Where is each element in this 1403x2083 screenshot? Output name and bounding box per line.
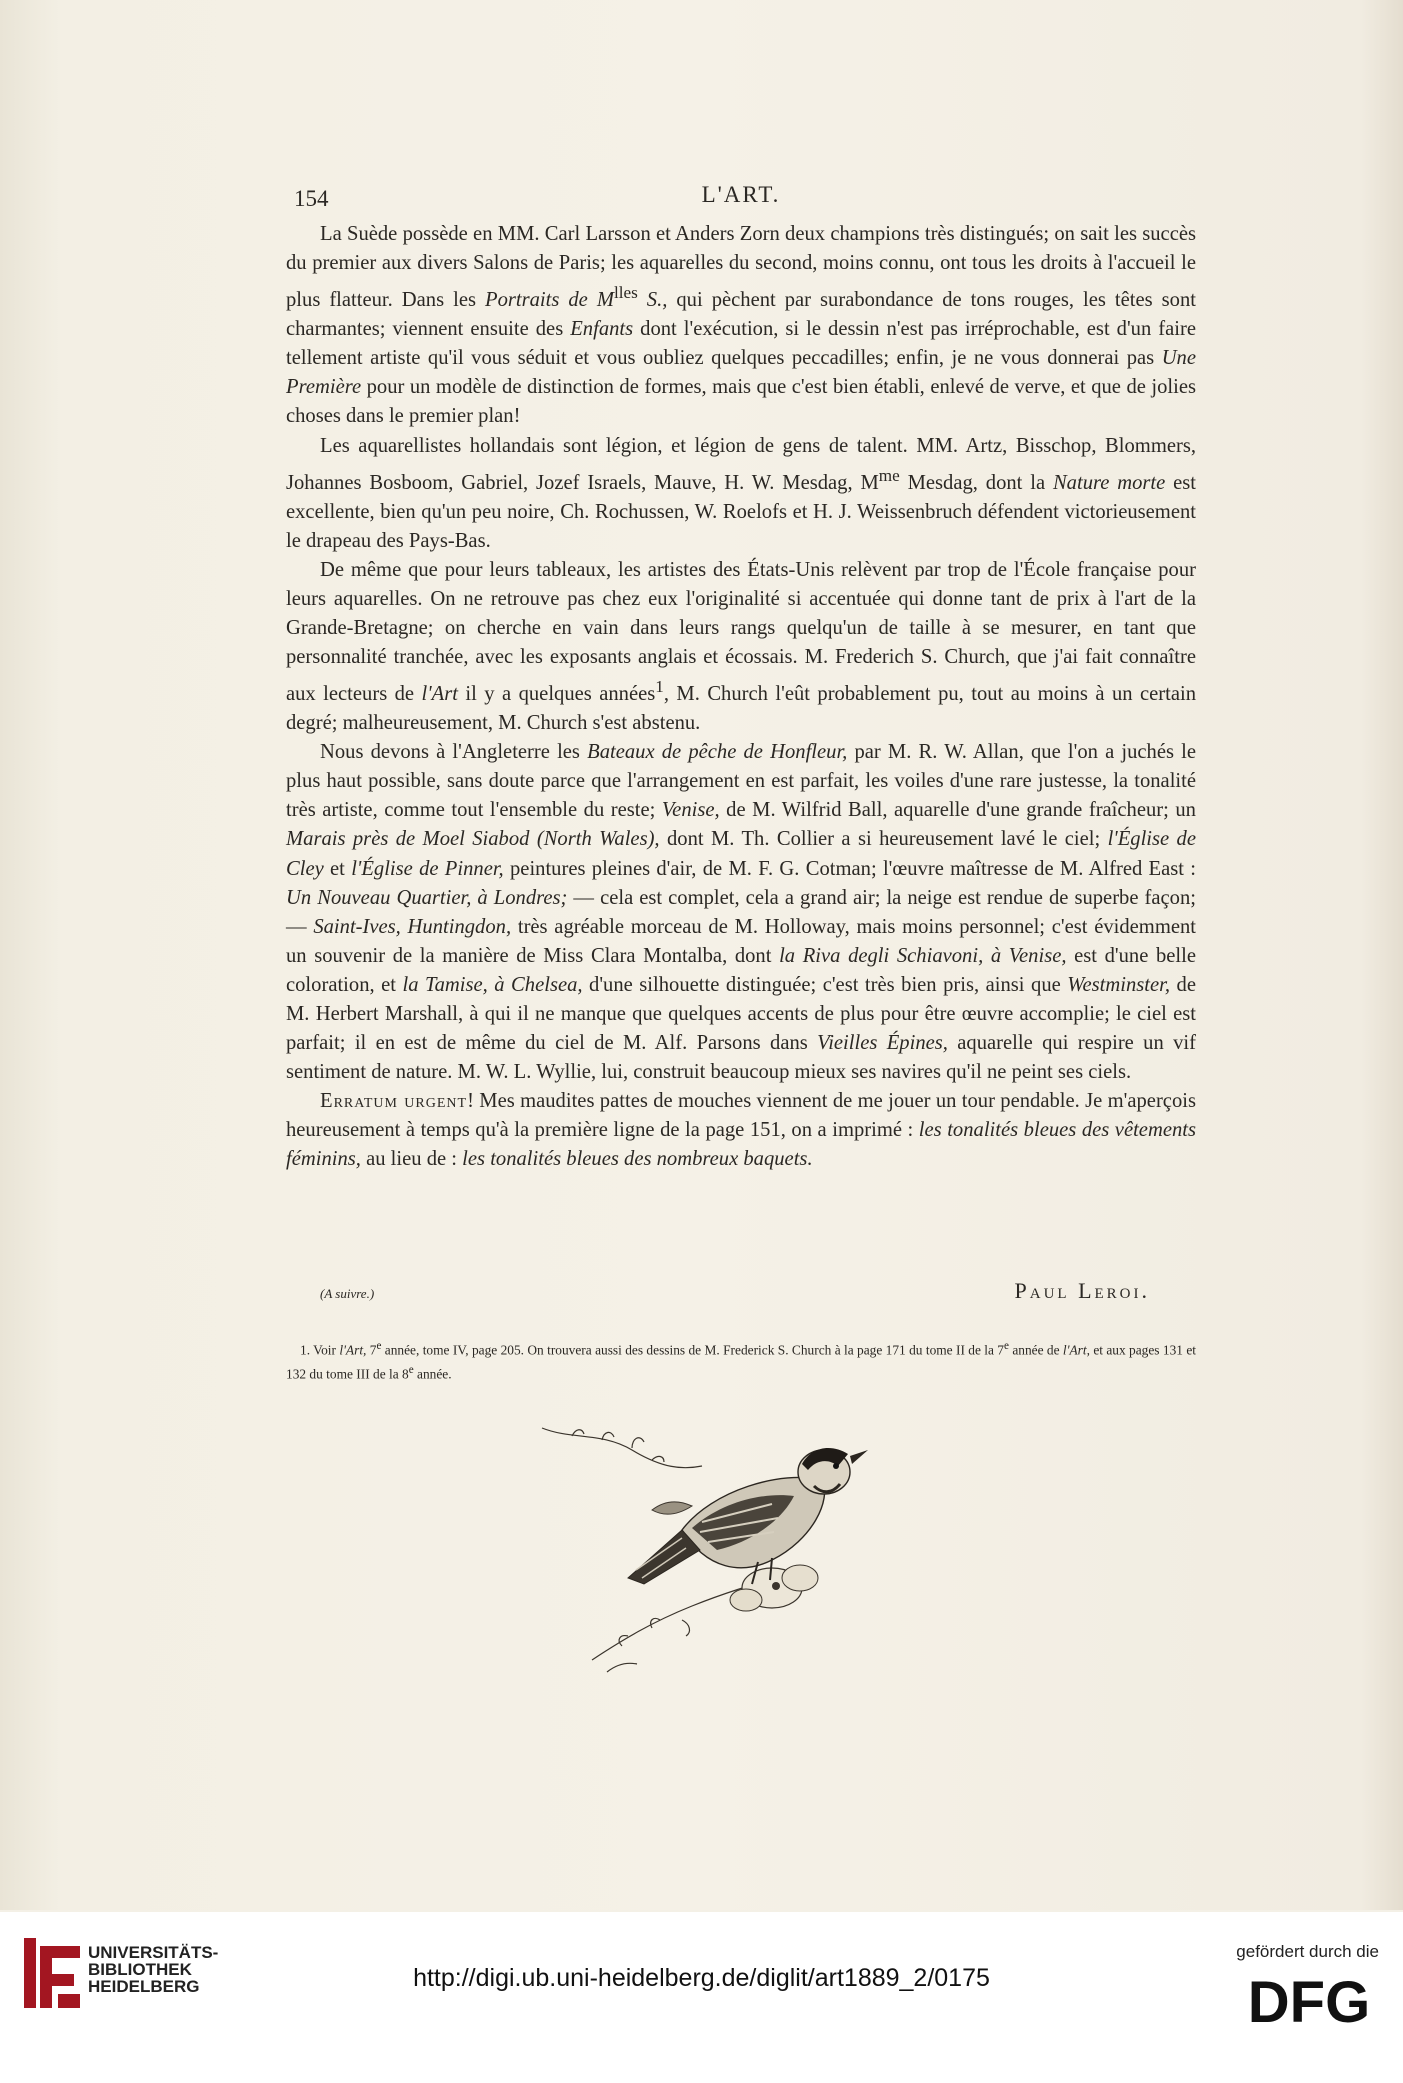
document-page (286, 170, 1196, 1870)
footnote: 1. Voir l'Art, 7e année, tome IV, page 205. On trouvera aussi des dessins de M. Frederick S. Church à la page 171 du tome II de la 7e année de l'Art, et aux pages 131 et 132 du tome III de la 8e année. (286, 1340, 1196, 1382)
italic-title: Portraits de M (485, 289, 614, 312)
italic-title: Vieilles Épines, (817, 1032, 948, 1055)
running-title: L'ART. (701, 182, 781, 207)
italic-title: Venise, (661, 799, 720, 822)
paragraph: Erratum urgent! Mes maudites pattes de mouches viennent de me jouer un tour pendable. Je m'aperçois heureusement à temps qu'à la première ligne de la page 151, on a imprimé : les tonalités bleues des vêtements féminins, au lieu de : les tonalités bleues des nombreux baquets. (286, 1090, 1196, 1171)
italic-title: S., (637, 289, 668, 312)
superscript: e (1004, 1340, 1009, 1352)
paragraph: Les aquarellistes hollandais sont légion, et légion de gens de talent. MM. Artz, Bisschop, Blommers, Johannes Bosboom, Gabriel, Jozef Israels, Mauve, H. W. Mesdag, $M^{me}$ Mesdag, dont la Nature morte est excellente, bien qu'un peu noire, Ch. Rochussen, W. Roelofs et H. J. Weissenbruch défendent victorieusement le drapeau des Pays-Bas. (286, 434, 1196, 552)
italic-title: les tonalités bleues des nombreux baquets. (462, 1148, 813, 1171)
page-header (286, 178, 1196, 218)
paragraph: De même que pour leurs tableaux, les artistes des États-Unis relèvent par trop de l'École française pour leurs aquarelles. On ne retrouve pas chez eux l'originalité si accentuée qui donne tant de prix à l'art de la Grande-Bretagne; on cherche en vain dans leurs rangs quelqu'un de taille à se mesurer, en tant que personnalité tranchée, avec les exposants anglais et écossais. M. Frederich S. Church, que j'ai fait connaître aux lecteurs de l'Art il y a quelques années$^1$, M. Church l'eût probablement pu, tout au moins à un certain degré; malheureusement, M. Church s'est abstenu. (286, 558, 1196, 735)
italic-title: l'Église de Cley (286, 828, 1196, 880)
bird (628, 1448, 868, 1584)
italic-title: l'Art, (339, 1342, 367, 1358)
paragraph: La Suède possède en MM. Carl Larsson et Anders Zorn deux champions très distingués; on sait les succès du premier aux divers Salons de Paris; les aquarelles du second, moins connu, ont tous les droits à l'accueil le plus flatteur. Dans les Portraits de $M^{lles}$ S., qui pèchent par surabondance de tons rouges, les têtes sont charmantes; viennent ensuite des Enfants dont l'exécution, si le dessin n'est pas irréprochable, est d'un faire tellement artiste qu'il vous séduit et vous oubliez quelques peccadilles; enfin, je ne vous donnerai pas Une Première pour un modèle de distinction de formes, mais que c'est bien établi, enlevé de verve, et que de jolies choses dans le premier plan! (286, 223, 1197, 428)
italic-title: la Riva degli Schiavoni, à Venise, (779, 944, 1067, 967)
paragraph: Nous devons à l'Angleterre les Bateaux de pêche de Honfleur, par M. R. W. Allan, que l'on a juchés le plus haut possible, sans doute parce que l'arrangement en est parfait, les voiles d'une rare justesse, la tonalité très artiste, comme tout l'ensemble du reste; Venise, de M. Wilfrid Ball, aquarelle d'une grande fraîcheur; un Marais près de Moel Siabod (North Wales), dont M. Th. Collier a si heureusement lavé le ciel; l'Église de Cley et l'Église de Pinner, peintures pleines d'air, de M. F. G. Cotman; l'œuvre maîtresse de M. Alfred East : Un Nouveau Quartier, à Londres; — cela est complet, cela a grand air; la neige est rendue de superbe façon; — Saint-Ives, Huntingdon, très agréable morceau de M. Holloway, mais moins personnel; c'est évidemment un souvenir de la manière de Miss Clara Montalba, dont la Riva degli Schiavoni, à Venise, est d'une belle coloration, et la Tamise, à Chelsea, d'une silhouette distinguée; c'est très bien pris, ainsi que Westminster, de M. Herbert Marshall, à qui il ne manque que quelques accents de plus pour être œuvre accomplie; le ciel est parfait; il en est de même du ciel de M. Alf. Parsons dans Vieilles Épines, aquarelle qui respire un vif sentiment de nature. M. W. L. Wyllie, lui, construit beaucoup mieux ses navires qu'il ne peint ses ciels. (286, 741, 1197, 1084)
italic-title: Enfants (570, 318, 634, 341)
digitization-footer (0, 1912, 1403, 2083)
article-body (286, 220, 1196, 1175)
institution-name: UNIVERSITÄTS- BIBLIOTHEK HEIDELBERG (88, 1943, 219, 1996)
superscript: 1 (655, 677, 664, 697)
permalink-url[interactable]: http://digi.ub.uni-heidelberg.de/diglit/art1889_2/0175 (413, 1964, 990, 1992)
superscript: e (408, 1364, 414, 1377)
author-signature: Paul Leroi. (1014, 1278, 1150, 1303)
italic-title: Saint-Ives, Huntingdon, (313, 915, 512, 938)
superscript: me (878, 465, 900, 485)
to-be-continued-note: (A suivre.) (320, 1286, 375, 1301)
superscript: e (376, 1340, 382, 1352)
italic-title: Bateaux de pêche de Honfleur, (587, 741, 848, 764)
superscript: lles (613, 283, 638, 303)
italic-title: Nature morte (1052, 471, 1166, 494)
italic-title: les tonalités bleues des vêtements féminins, (286, 1119, 1196, 1171)
small-caps-text: Erratum urgent (320, 1090, 468, 1113)
italic-title: Une Première (286, 347, 1196, 399)
bird-vignette-illustration (532, 1410, 912, 1680)
funded-by-label: gefördert durch die (1236, 1942, 1379, 1961)
italic-title: l'Art, (1062, 1342, 1090, 1358)
italic-title: Marais près de Moel Siabod (North Wales), (286, 828, 660, 851)
italic-title: Un Nouveau Quartier, à Londres; (286, 886, 568, 909)
italic-title: l'Art (421, 682, 458, 705)
svg-text:DFG: DFG (1247, 1970, 1371, 2030)
italic-title: la Tamise, à Chelsea, (402, 973, 583, 996)
page-number: 154 (294, 186, 329, 211)
signature-line (286, 1278, 1196, 1314)
italic-title: l'Église de Pinner, (351, 857, 504, 880)
italic-title: Westminster, (1067, 973, 1171, 996)
dfg-logo-icon (1239, 1970, 1379, 2030)
